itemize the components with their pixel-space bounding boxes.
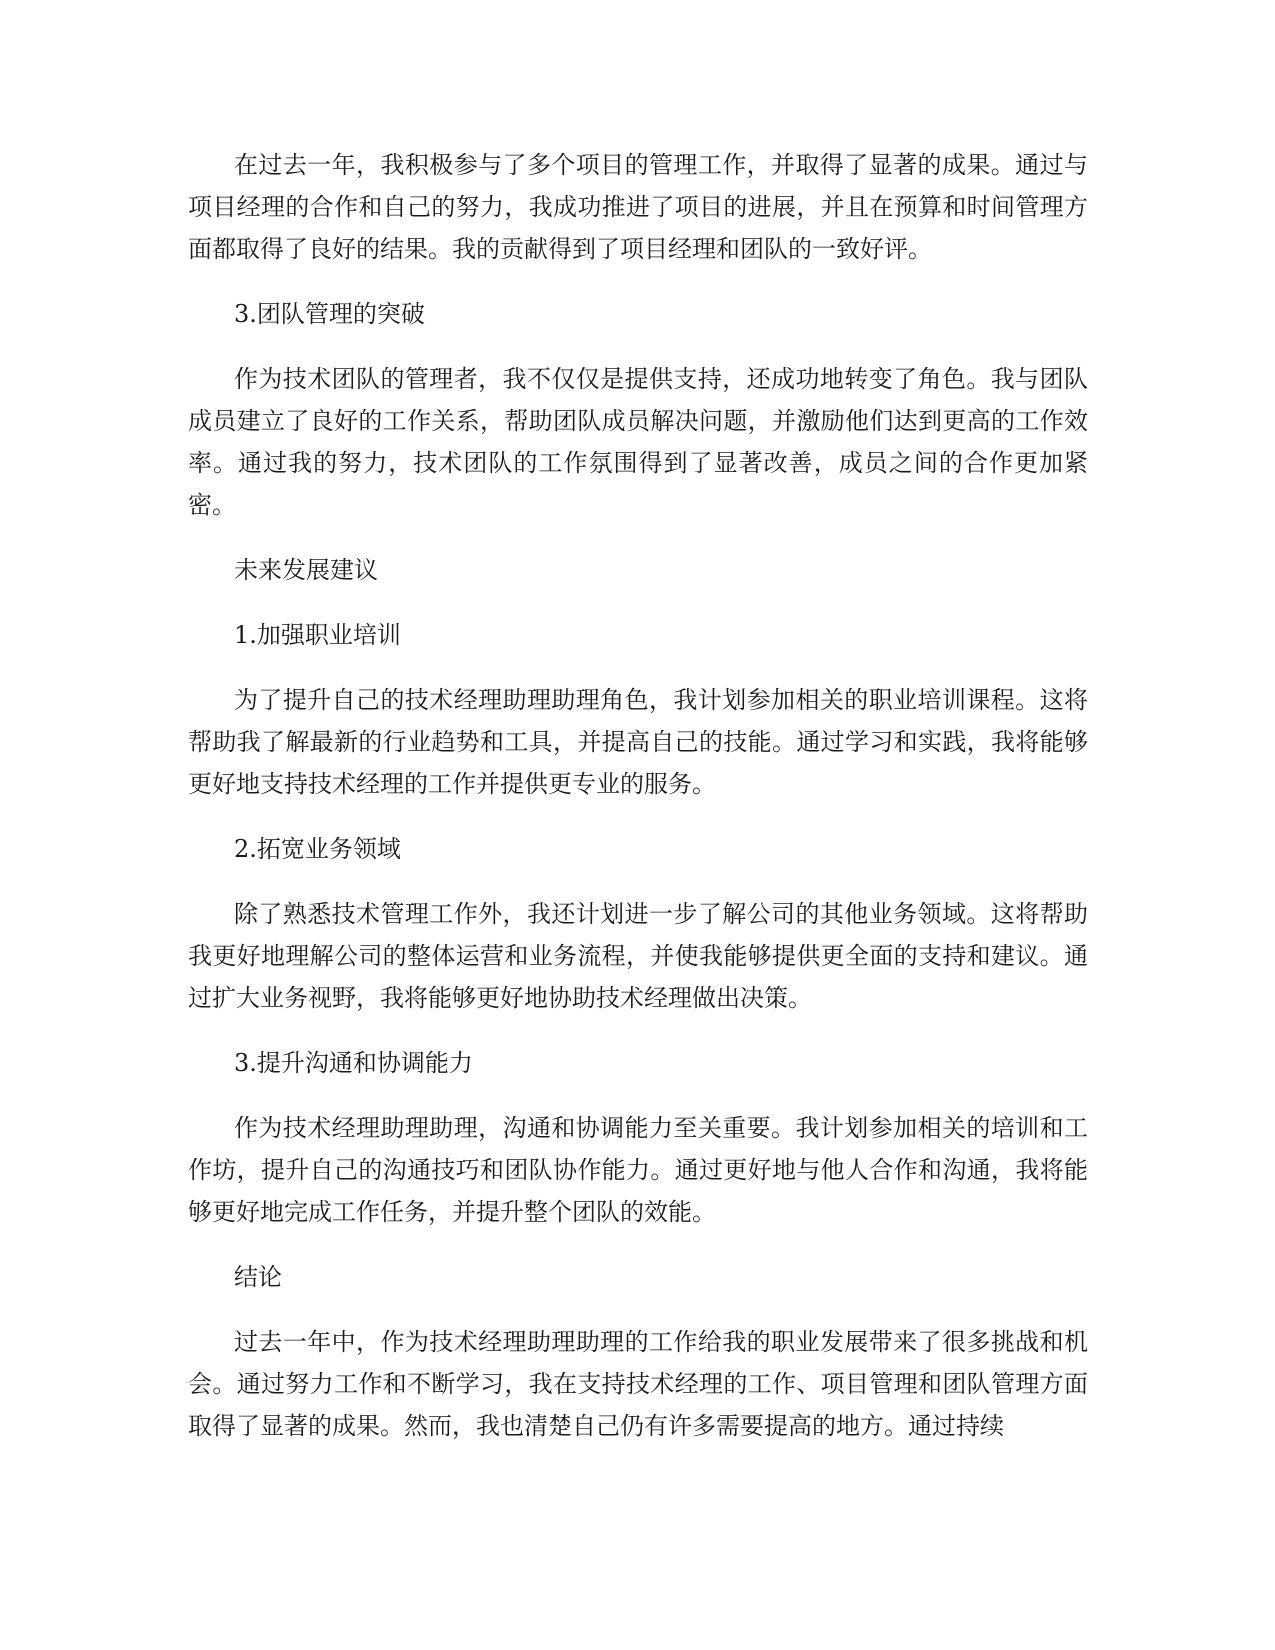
- paragraph-training: 为了提升自己的技术经理助理助理角色，我计划参加相关的职业培训课程。这将帮助我了解最新的行业趋势和工具，并提高自己的技能。通过学习和实践，我将能够更好地支持技术经理的工作并提供更专业的服务。: [188, 686, 1088, 798]
- paragraph-communication: 作为技术经理助理助理，沟通和协调能力至关重要。我计划参加相关的培训和工作坊，提升自己的沟通技巧和团队协作能力。通过更好地与他人合作和沟通，我将能够更好地完成工作任务，并提升整个团队的效能。: [188, 1114, 1088, 1226]
- paragraph-project-management-results: 在过去一年，我积极参与了多个项目的管理工作，并取得了显著的成果。通过与项目经理的合作和自己的努力，我成功推进了项目的进展，并且在预算和时间管理方面都取得了良好的结果。我的贡献得到了项目经理和团队的一致好评。: [188, 151, 1088, 263]
- heading-conclusion: 结论: [234, 1263, 282, 1291]
- paragraph-business: 除了熟悉技术管理工作外，我还计划进一步了解公司的其他业务领域。这将帮助我更好地理解公司的整体运营和业务流程，并使我能够提供更全面的支持和建议。通过扩大业务视野，我将能够更好地协助技术经理做出决策。: [188, 900, 1088, 1012]
- heading-team-management-breakthrough: 3.团队管理的突破: [234, 300, 425, 328]
- heading-strengthen-training: 1.加强职业培训: [234, 621, 401, 649]
- heading-broaden-business: 2.拓宽业务领域: [234, 835, 401, 863]
- document-body: [188, 144, 1088, 1470]
- paragraph-team-management: 作为技术团队的管理者，我不仅仅是提供支持，还成功地转变了角色。我与团队成员建立了良好的工作关系，帮助团队成员解决问题，并激励他们达到更高的工作效率。通过我的努力，技术团队的工作氛围得到了显著改善，成员之间的合作更加紧密。: [188, 365, 1088, 519]
- paragraph-conclusion: 过去一年中，作为技术经理助理助理的工作给我的职业发展带来了很多挑战和机会。通过努力工作和不断学习，我在支持技术经理的工作、项目管理和团队管理方面取得了显著的成果。然而，我也清楚自己仍有许多需要提高的地方。通过持续: [188, 1328, 1088, 1440]
- heading-communication-skills: 3.提升沟通和协调能力: [234, 1049, 473, 1077]
- heading-future-development-suggestions: 未来发展建议: [234, 556, 378, 584]
